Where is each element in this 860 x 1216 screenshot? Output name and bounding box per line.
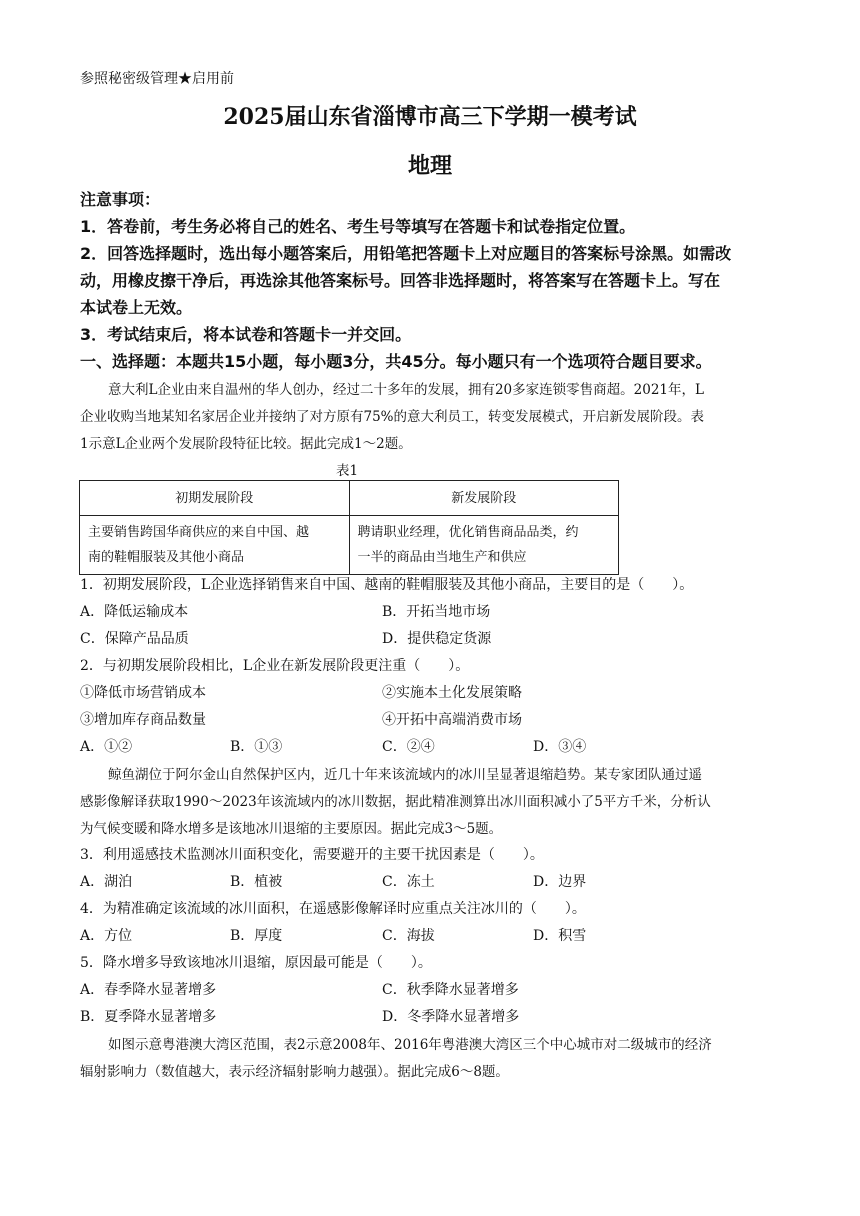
table-1 xyxy=(79,480,619,575)
table-1-cell-new-stage xyxy=(349,516,619,575)
question-1-stem: 1．初期发展阶段，L企业选择销售来自中国、越南的鞋帽服装及其他小商品，主要目的是（ ）。 xyxy=(80,577,694,593)
question-4-option-c: C．海拔 xyxy=(382,928,435,944)
cell-line: 一半的商品由当地生产和供应 xyxy=(357,550,527,565)
question-5-option-a: A．春季降水显著增多 xyxy=(80,982,217,998)
question-5-stem: 5．降水增多导致该地冰川退缩，原因最可能是（ ）。 xyxy=(80,955,432,971)
question-2-stem: 2．与初期发展阶段相比，L企业在新发展阶段更注重（ ）。 xyxy=(80,658,470,674)
passage-3-line-1: 如图示意粤港澳大湾区范围，表2示意2008年、2016年粤港澳大湾区三个中心城市对二级城市的经济 xyxy=(108,1037,712,1053)
passage-1-line-1: 意大利L企业由来自温州的华人创办，经过二十多年的发展，拥有20多家连锁零售商超。2021年，L xyxy=(108,382,704,398)
question-4-stem: 4．为精准确定该流域的冰川面积，在遥感影像解译时应重点关注冰川的（ ）。 xyxy=(80,901,586,917)
exam-title: 2025届山东省淄博市高三下学期一模考试 xyxy=(223,104,637,130)
question-3-option-c: C．冻土 xyxy=(382,874,435,890)
question-4-option-d: D．积雪 xyxy=(533,928,587,944)
question-4-option-b: B．厚度 xyxy=(230,928,283,944)
question-2-item-2: ②实施本土化发展策略 xyxy=(382,685,522,701)
question-2-option-b: B．①③ xyxy=(230,739,283,755)
passage-2-line-3: 为气候变暖和降水增多是该地冰川退缩的主要原因。据此完成3～5题。 xyxy=(80,821,503,837)
question-2-option-d: D．③④ xyxy=(533,739,587,755)
question-2-item-1: ①降低市场营销成本 xyxy=(80,685,206,701)
notice-item-2-line-1: 2．回答选择题时，选出每小题答案后，用铅笔把答题卡上对应题目的答案标号涂黑。如需改 xyxy=(80,244,732,263)
secret-level-note: 参照秘密级管理★启用前 xyxy=(80,71,234,87)
exam-subject: 地理 xyxy=(407,153,452,179)
notice-item-1: 1．答卷前，考生务必将自己的姓名、考生号等填写在答题卡和试卷指定位置。 xyxy=(80,217,636,236)
cell-line: 聘请职业经理，优化销售商品品类，约 xyxy=(357,525,579,540)
notice-heading: 注意事项： xyxy=(80,190,161,209)
table-1-caption: 表1 xyxy=(336,463,359,479)
question-3-option-a: A．湖泊 xyxy=(80,874,133,890)
question-5-option-b: B．夏季降水显著增多 xyxy=(80,1009,217,1025)
passage-2-line-2: 感影像解译获取1990～2023年该流域内的冰川数据，据此精准测算出冰川面积减小了5平方千米，分析认 xyxy=(80,794,711,810)
question-2-item-3: ③增加库存商品数量 xyxy=(80,712,206,728)
question-2-option-a: A．①② xyxy=(80,739,133,755)
question-3-option-d: D．边界 xyxy=(533,874,587,890)
question-4-option-a: A．方位 xyxy=(80,928,133,944)
question-1-option-b: B．开拓当地市场 xyxy=(382,604,491,620)
question-1-option-d: D．提供稳定货源 xyxy=(382,631,492,647)
cell-line: 南的鞋帽服装及其他小商品 xyxy=(88,550,245,565)
table-1-cell-initial-stage xyxy=(80,516,350,575)
question-5-option-d: D．冬季降水显著增多 xyxy=(382,1009,520,1025)
cell-line: 主要销售跨国华商供应的来自中国、越 xyxy=(88,525,310,540)
question-5-option-c: C．秋季降水显著增多 xyxy=(382,982,519,998)
notice-item-2-line-3: 本试卷上无效。 xyxy=(80,298,193,317)
section-1-heading: 一、选择题：本题共15小题，每小题3分，共45分。每小题只有一个选项符合题目要求。 xyxy=(80,352,712,371)
question-2-option-c: C．②④ xyxy=(382,739,435,755)
question-2-item-4: ④开拓中高端消费市场 xyxy=(382,712,522,728)
notice-item-3: 3．考试结束后，将本试卷和答题卡一并交回。 xyxy=(80,325,412,344)
passage-1-line-3: 1示意L企业两个发展阶段特征比较。据此完成1～2题。 xyxy=(80,436,412,452)
question-3-option-b: B．植被 xyxy=(230,874,283,890)
question-1-option-c: C．保障产品品质 xyxy=(80,631,189,647)
question-1-option-a: A．降低运输成本 xyxy=(80,604,189,620)
table-1-header-initial-stage: 初期发展阶段 xyxy=(80,481,350,516)
table-1-header-new-stage: 新发展阶段 xyxy=(349,481,619,516)
notice-item-2-line-2: 动，用橡皮擦干净后，再选涂其他答案标号。回答非选择题时，将答案写在答题卡上。写在 xyxy=(80,271,721,290)
question-3-stem: 3．利用遥感技术监测冰川面积变化，需要避开的主要干扰因素是（ ）。 xyxy=(80,847,544,863)
passage-1-line-2: 企业收购当地某知名家居企业并接纳了对方原有75%的意大利员工，转变发展模式，开启新发展阶段。表 xyxy=(80,409,705,425)
passage-3-line-2: 辐射影响力（数值越大，表示经济辐射影响力越强）。据此完成6～8题。 xyxy=(80,1064,509,1080)
passage-2-line-1: 鲸鱼湖位于阿尔金山自然保护区内，近几十年来该流域内的冰川呈显著退缩趋势。某专家团队通过遥 xyxy=(108,767,702,783)
